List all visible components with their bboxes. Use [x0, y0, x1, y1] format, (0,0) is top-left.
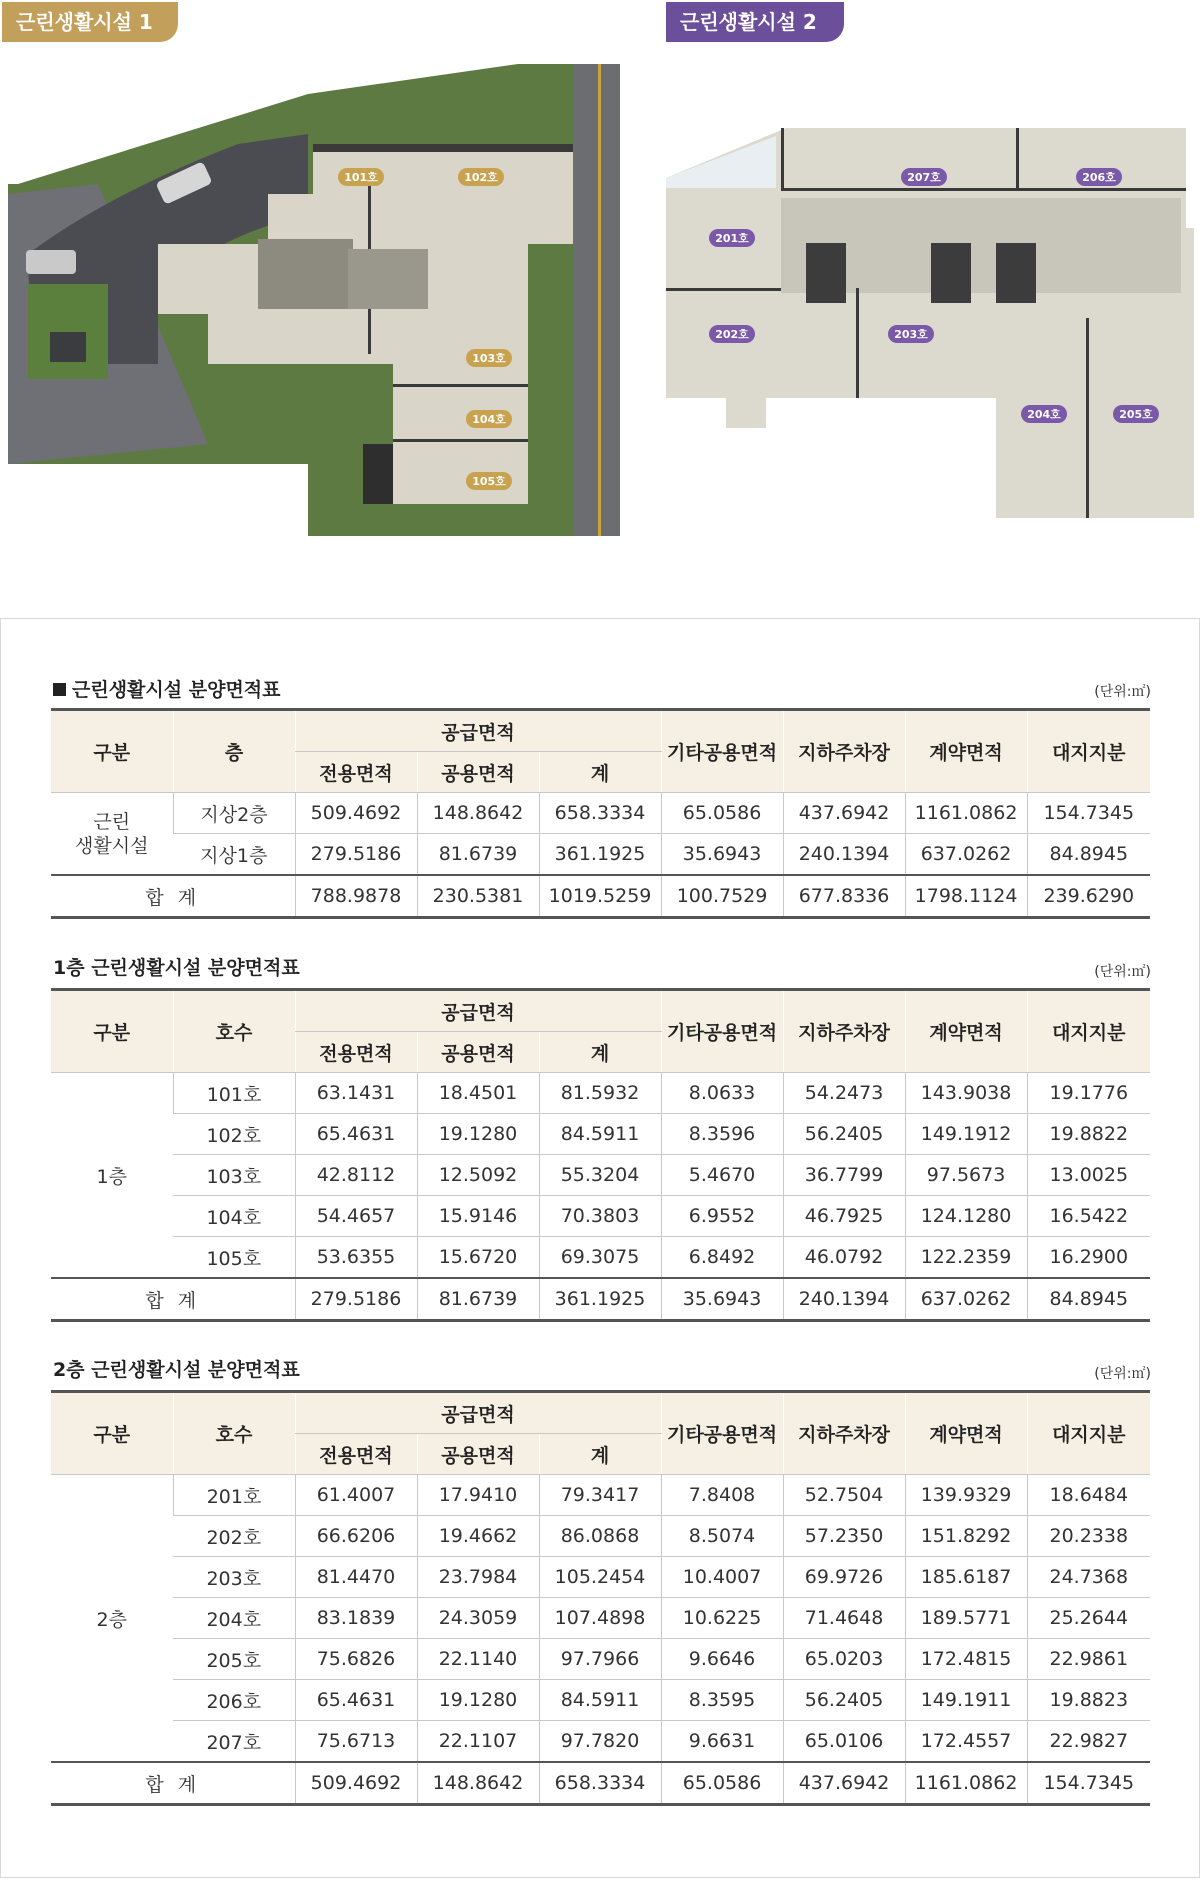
plan2-tag-203: 203호	[894, 328, 928, 341]
value-cell: 35.6943	[661, 834, 783, 876]
floor2-badge: 근린생활시설 2층	[666, 2, 844, 42]
total-cell: 437.6942	[783, 1762, 905, 1805]
plan2-tag-204: 204호	[1027, 408, 1061, 421]
th-land: 대지지분	[1027, 710, 1150, 793]
value-cell: 71.4648	[783, 1598, 905, 1639]
th-gubun: 구분	[51, 1392, 173, 1475]
th-parking: 지하주차장	[783, 1392, 905, 1475]
value-cell: 65.0586	[661, 793, 783, 834]
th-supply: 공급면적	[295, 990, 661, 1032]
total-cell: 1019.5259	[539, 875, 661, 918]
value-cell: 53.6355	[295, 1237, 417, 1279]
total-cell: 154.7345	[1027, 1762, 1150, 1805]
table1-body	[51, 793, 1150, 918]
th-land: 대지지분	[1027, 1392, 1150, 1475]
value-cell: 84.5911	[539, 1114, 661, 1155]
value-cell: 42.8112	[295, 1155, 417, 1196]
table-row	[51, 1598, 1150, 1639]
table-row	[51, 1196, 1150, 1237]
th-other-common: 기타공용면적	[661, 990, 783, 1073]
value-cell: 15.9146	[417, 1196, 539, 1237]
square-bullet-icon	[53, 683, 66, 696]
value-cell: 12.5092	[417, 1155, 539, 1196]
plan1-tag-105: 105호	[472, 475, 506, 488]
value-cell: 107.4898	[539, 1598, 661, 1639]
total-cell: 84.8945	[1027, 1278, 1150, 1321]
value-cell: 97.7820	[539, 1721, 661, 1763]
plan1-tag-102: 102호	[464, 171, 498, 184]
total-row	[51, 1278, 1150, 1321]
group-cell: 2층	[51, 1475, 173, 1763]
total-cell: 788.9878	[295, 875, 417, 918]
value-cell: 20.2338	[1027, 1516, 1150, 1557]
table-row	[51, 1073, 1150, 1114]
value-cell: 22.9861	[1027, 1639, 1150, 1680]
unit-cell: 102호	[173, 1114, 295, 1155]
th-sum: 계	[539, 752, 661, 793]
th-exclusive: 전용면적	[295, 1434, 417, 1475]
value-cell: 54.2473	[783, 1073, 905, 1114]
th-sum: 계	[539, 1434, 661, 1475]
floor1-plan	[8, 64, 620, 536]
group-cell: 1층	[51, 1073, 173, 1279]
total-cell: 230.5381	[417, 875, 539, 918]
value-cell: 65.4631	[295, 1114, 417, 1155]
total-label: 합 계	[51, 1762, 295, 1805]
value-cell: 279.5186	[295, 834, 417, 876]
total-cell: 509.4692	[295, 1762, 417, 1805]
th-land: 대지지분	[1027, 990, 1150, 1073]
value-cell: 6.8492	[661, 1237, 783, 1279]
total-cell: 81.6739	[417, 1278, 539, 1321]
value-cell: 19.8822	[1027, 1114, 1150, 1155]
th-unit-no: 호수	[173, 1392, 295, 1475]
table3-unit: (단위:㎡)	[1094, 1366, 1151, 1382]
plan1-tag-103: 103호	[472, 352, 506, 365]
th-common: 공용면적	[417, 1032, 539, 1073]
th-gubun: 구분	[51, 990, 173, 1073]
total-row	[51, 1762, 1150, 1805]
value-cell: 10.4007	[661, 1557, 783, 1598]
plan2-tag-207: 207호	[907, 171, 941, 184]
value-cell: 56.2405	[783, 1114, 905, 1155]
table2-title: 1층 근린생활시설 분양면적표	[53, 957, 300, 979]
plan2-tag-206: 206호	[1082, 171, 1116, 184]
value-cell: 17.9410	[417, 1475, 539, 1516]
value-cell: 240.1394	[783, 834, 905, 876]
value-cell: 22.1107	[417, 1721, 539, 1763]
th-common: 공용면적	[417, 752, 539, 793]
table-row	[51, 1639, 1150, 1680]
th-other-common: 기타공용면적	[661, 1392, 783, 1475]
th-gubun: 구분	[51, 710, 173, 793]
total-label: 합 계	[51, 875, 295, 918]
table2	[51, 988, 1150, 1322]
value-cell: 24.3059	[417, 1598, 539, 1639]
value-cell: 52.7504	[783, 1475, 905, 1516]
total-cell: 1798.1124	[905, 875, 1027, 918]
value-cell: 8.0633	[661, 1073, 783, 1114]
th-unit-no: 호수	[173, 990, 295, 1073]
plan1-tag-101: 101호	[344, 171, 378, 184]
unit-cell: 201호	[173, 1475, 295, 1516]
value-cell: 79.3417	[539, 1475, 661, 1516]
value-cell: 22.9827	[1027, 1721, 1150, 1763]
value-cell: 65.4631	[295, 1680, 417, 1721]
th-common: 공용면적	[417, 1434, 539, 1475]
total-row	[51, 875, 1150, 918]
value-cell: 97.5673	[905, 1155, 1027, 1196]
th-contract: 계약면적	[905, 990, 1027, 1073]
total-cell: 279.5186	[295, 1278, 417, 1321]
table-row	[51, 1557, 1150, 1598]
value-cell: 61.4007	[295, 1475, 417, 1516]
unit-cell: 202호	[173, 1516, 295, 1557]
value-cell: 8.3595	[661, 1680, 783, 1721]
value-cell: 148.8642	[417, 793, 539, 834]
group-cell: 근린 생활시설	[51, 793, 173, 876]
value-cell: 658.3334	[539, 793, 661, 834]
area-tables-section	[0, 618, 1200, 1878]
value-cell: 19.4662	[417, 1516, 539, 1557]
value-cell: 5.4670	[661, 1155, 783, 1196]
value-cell: 65.0106	[783, 1721, 905, 1763]
th-contract: 계약면적	[905, 1392, 1027, 1475]
value-cell: 54.4657	[295, 1196, 417, 1237]
th-floor: 층	[173, 710, 295, 793]
value-cell: 16.5422	[1027, 1196, 1150, 1237]
total-label: 합 계	[51, 1278, 295, 1321]
th-parking: 지하주차장	[783, 710, 905, 793]
table-row	[51, 1237, 1150, 1279]
total-cell: 100.7529	[661, 875, 783, 918]
table2-body	[51, 1073, 1150, 1321]
floor-cell: 지상1층	[173, 834, 295, 876]
value-cell: 23.7984	[417, 1557, 539, 1598]
total-cell: 239.6290	[1027, 875, 1150, 918]
total-cell: 240.1394	[783, 1278, 905, 1321]
value-cell: 1161.0862	[905, 793, 1027, 834]
value-cell: 70.3803	[539, 1196, 661, 1237]
value-cell: 9.6631	[661, 1721, 783, 1763]
value-cell: 10.6225	[661, 1598, 783, 1639]
value-cell: 437.6942	[783, 793, 905, 834]
value-cell: 69.3075	[539, 1237, 661, 1279]
unit-cell: 205호	[173, 1639, 295, 1680]
value-cell: 18.4501	[417, 1073, 539, 1114]
value-cell: 19.1776	[1027, 1073, 1150, 1114]
value-cell: 83.1839	[295, 1598, 417, 1639]
th-other-common: 기타공용면적	[661, 710, 783, 793]
value-cell: 8.3596	[661, 1114, 783, 1155]
value-cell: 36.7799	[783, 1155, 905, 1196]
value-cell: 172.4557	[905, 1721, 1027, 1763]
value-cell: 19.1280	[417, 1114, 539, 1155]
value-cell: 105.2454	[539, 1557, 661, 1598]
value-cell: 25.2644	[1027, 1598, 1150, 1639]
table1-title: 근린생활시설 분양면적표	[53, 675, 281, 702]
table-row	[51, 1680, 1150, 1721]
value-cell: 18.6484	[1027, 1475, 1150, 1516]
unit-cell: 203호	[173, 1557, 295, 1598]
table-row	[51, 1114, 1150, 1155]
value-cell: 55.3204	[539, 1155, 661, 1196]
th-exclusive: 전용면적	[295, 752, 417, 793]
table1	[51, 708, 1150, 919]
unit-cell: 103호	[173, 1155, 295, 1196]
value-cell: 185.6187	[905, 1557, 1027, 1598]
unit-cell: 101호	[173, 1073, 295, 1114]
table3-title: 2층 근린생활시설 분양면적표	[53, 1359, 300, 1381]
value-cell: 81.4470	[295, 1557, 417, 1598]
unit-cell: 206호	[173, 1680, 295, 1721]
table-row	[51, 1155, 1150, 1196]
unit-cell: 105호	[173, 1237, 295, 1279]
value-cell: 97.7966	[539, 1639, 661, 1680]
table1-unit: (단위:㎡)	[1094, 684, 1151, 700]
plan1-tag-104: 104호	[472, 413, 506, 426]
plan2-tag-205: 205호	[1119, 408, 1153, 421]
value-cell: 69.9726	[783, 1557, 905, 1598]
total-cell: 1161.0862	[905, 1762, 1027, 1805]
unit-cell: 104호	[173, 1196, 295, 1237]
value-cell: 84.5911	[539, 1680, 661, 1721]
floor-cell: 지상2층	[173, 793, 295, 834]
table-row	[51, 834, 1150, 876]
value-cell: 8.5074	[661, 1516, 783, 1557]
value-cell: 122.2359	[905, 1237, 1027, 1279]
value-cell: 86.0868	[539, 1516, 661, 1557]
total-cell: 637.0262	[905, 1278, 1027, 1321]
table-row	[51, 1516, 1150, 1557]
table2-unit: (단위:㎡)	[1094, 964, 1151, 980]
th-parking: 지하주차장	[783, 990, 905, 1073]
value-cell: 637.0262	[905, 834, 1027, 876]
value-cell: 15.6720	[417, 1237, 539, 1279]
value-cell: 22.1140	[417, 1639, 539, 1680]
unit-cell: 204호	[173, 1598, 295, 1639]
value-cell: 9.6646	[661, 1639, 783, 1680]
total-cell: 65.0586	[661, 1762, 783, 1805]
value-cell: 13.0025	[1027, 1155, 1150, 1196]
th-supply: 공급면적	[295, 1392, 661, 1434]
th-exclusive: 전용면적	[295, 1032, 417, 1073]
value-cell: 75.6826	[295, 1639, 417, 1680]
value-cell: 7.8408	[661, 1475, 783, 1516]
value-cell: 75.6713	[295, 1721, 417, 1763]
floor2-plan	[666, 128, 1194, 520]
value-cell: 56.2405	[783, 1680, 905, 1721]
value-cell: 57.2350	[783, 1516, 905, 1557]
total-cell: 658.3334	[539, 1762, 661, 1805]
value-cell: 65.0203	[783, 1639, 905, 1680]
value-cell: 46.0792	[783, 1237, 905, 1279]
value-cell: 66.6206	[295, 1516, 417, 1557]
total-cell: 361.1925	[539, 1278, 661, 1321]
value-cell: 149.1912	[905, 1114, 1027, 1155]
value-cell: 143.9038	[905, 1073, 1027, 1114]
total-cell: 35.6943	[661, 1278, 783, 1321]
value-cell: 151.8292	[905, 1516, 1027, 1557]
value-cell: 139.9329	[905, 1475, 1027, 1516]
value-cell: 172.4815	[905, 1639, 1027, 1680]
th-sum: 계	[539, 1032, 661, 1073]
th-supply: 공급면적	[295, 710, 661, 752]
unit-cell: 207호	[173, 1721, 295, 1763]
plan2-tag-202: 202호	[715, 328, 749, 341]
table-row	[51, 793, 1150, 834]
value-cell: 81.5932	[539, 1073, 661, 1114]
value-cell: 24.7368	[1027, 1557, 1150, 1598]
value-cell: 6.9552	[661, 1196, 783, 1237]
value-cell: 509.4692	[295, 793, 417, 834]
total-cell: 148.8642	[417, 1762, 539, 1805]
value-cell: 154.7345	[1027, 793, 1150, 834]
floor1-badge: 근린생활시설 1층	[2, 2, 178, 42]
value-cell: 16.2900	[1027, 1237, 1150, 1279]
value-cell: 84.8945	[1027, 834, 1150, 876]
value-cell: 19.1280	[417, 1680, 539, 1721]
total-cell: 677.8336	[783, 875, 905, 918]
table3-body	[51, 1475, 1150, 1805]
value-cell: 46.7925	[783, 1196, 905, 1237]
value-cell: 124.1280	[905, 1196, 1027, 1237]
value-cell: 19.8823	[1027, 1680, 1150, 1721]
value-cell: 149.1911	[905, 1680, 1027, 1721]
value-cell: 361.1925	[539, 834, 661, 876]
value-cell: 189.5771	[905, 1598, 1027, 1639]
th-contract: 계약면적	[905, 710, 1027, 793]
value-cell: 81.6739	[417, 834, 539, 876]
value-cell: 63.1431	[295, 1073, 417, 1114]
table-row	[51, 1721, 1150, 1763]
table3	[51, 1390, 1150, 1806]
plan2-tag-201: 201호	[715, 232, 749, 245]
table-row	[51, 1475, 1150, 1516]
